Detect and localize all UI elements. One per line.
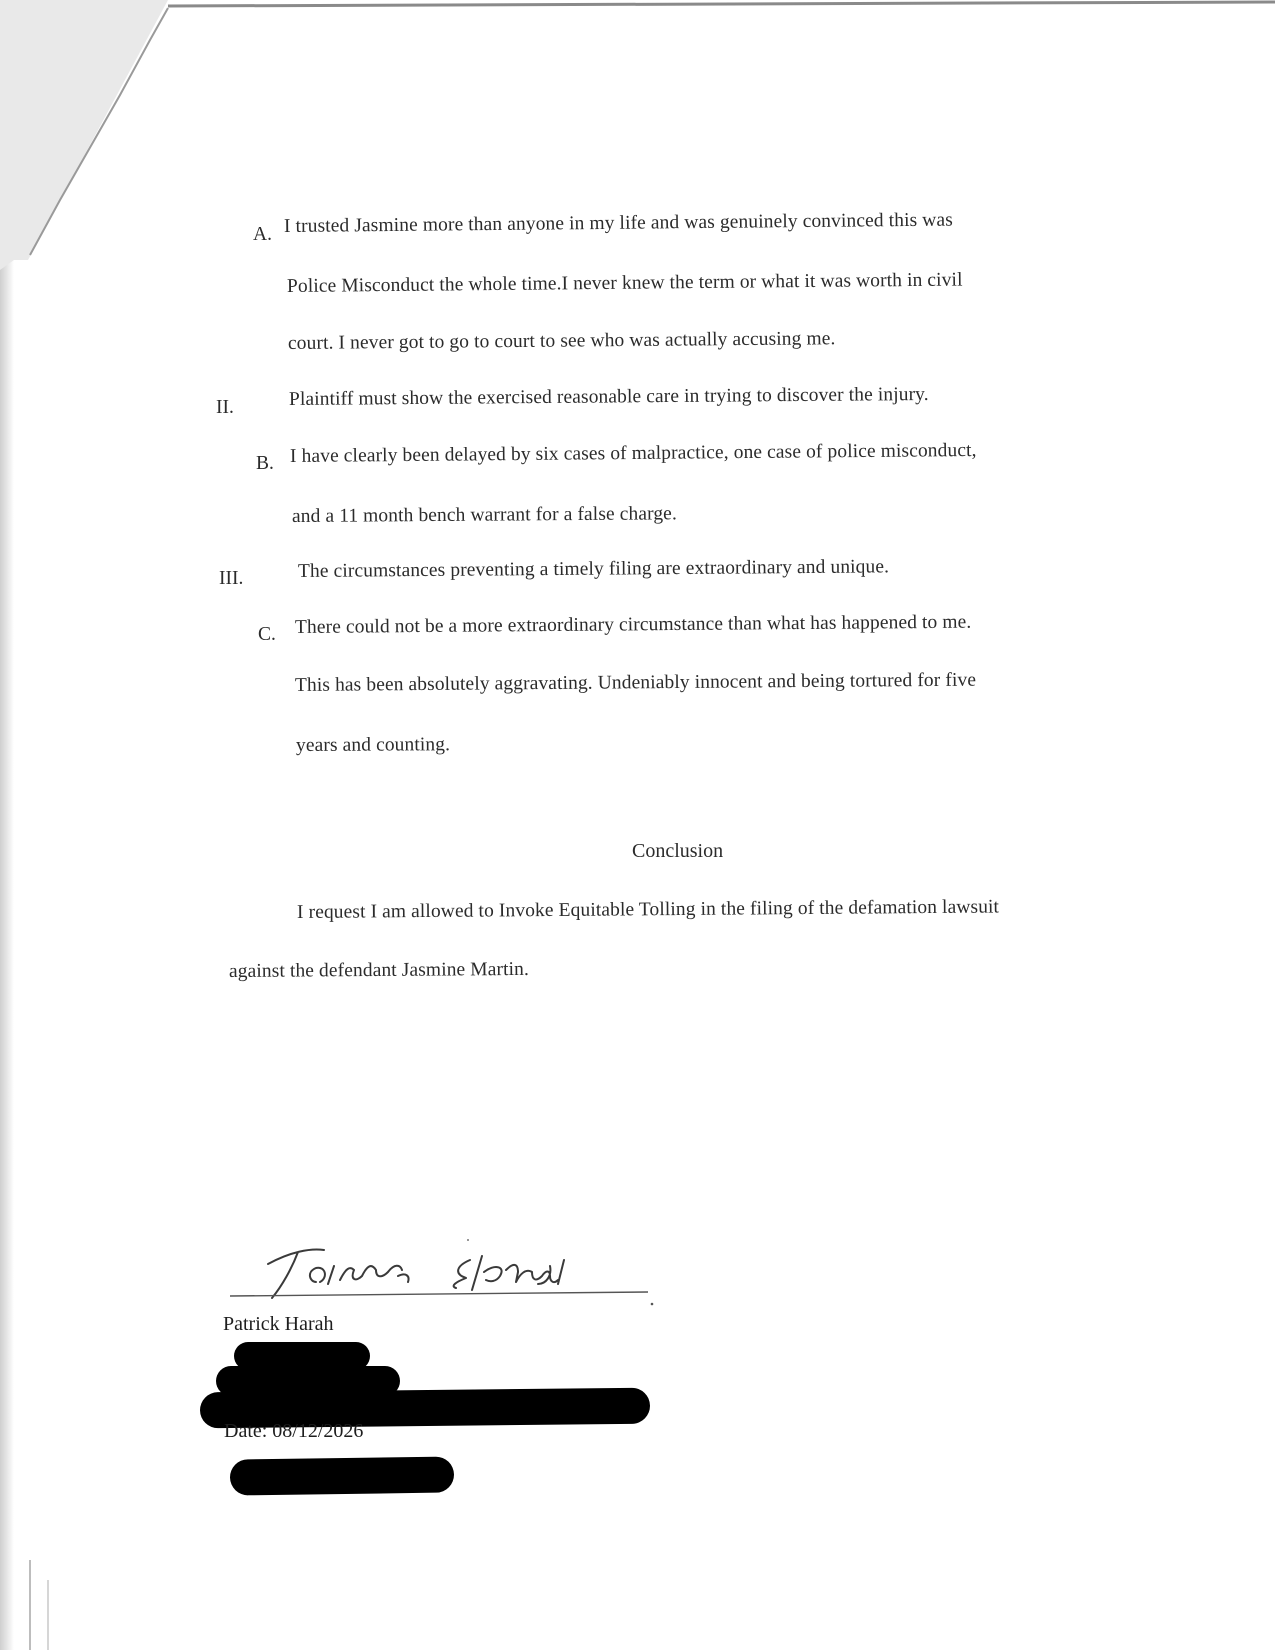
item-marker-b: B.: [256, 453, 274, 474]
item-c-line-3: years and counting.: [295, 734, 451, 756]
item-ii-line-1: Plaintiff must show the exercised reasonable care in trying to discover the injury.: [288, 383, 929, 410]
conclusion-line-2: against the defendant Jasmine Martin.: [228, 958, 529, 982]
item-a-line-3: court. I never got to go to court to see who was actually accusing me.: [287, 328, 836, 354]
item-b-line-1: I have clearly been delayed by six cases of malpractice, one case of police misconduct,: [289, 440, 977, 467]
item-a-line-1: I trusted Jasmine more than anyone in my life and was genuinely convinced this was: [283, 209, 953, 237]
item-marker-iii: III.: [219, 568, 244, 589]
handwritten-signature: [220, 1230, 680, 1310]
item-c-line-2: This has been absolutely aggravating. Undeniably innocent and being tortured for five: [294, 669, 977, 696]
item-c-line-1: There could not be a more extraordinary circumstance than what has happened to me.: [294, 611, 972, 638]
item-marker-c: C.: [258, 624, 276, 645]
signer-name: Patrick Harah: [223, 1313, 334, 1335]
conclusion-line-1: I request I am allowed to Invoke Equitable Tolling in the filing of the defamation lawsuit: [296, 896, 1000, 923]
signature-block: [220, 1230, 680, 1570]
signature-date: Date: 08/12/2026: [224, 1420, 364, 1442]
item-marker-ii: II.: [216, 397, 234, 418]
redaction-bar: [230, 1456, 454, 1495]
item-b-line-2: and a 11 month bench warrant for a false charge.: [291, 503, 677, 527]
item-marker-a: A.: [253, 224, 272, 245]
item-iii-line-1: The circumstances preventing a timely filing are extraordinary and unique.: [297, 556, 890, 582]
item-a-line-2: Police Misconduct the whole time.I never knew the term or what it was worth in civil: [286, 269, 963, 297]
conclusion-heading: Conclusion: [632, 840, 724, 862]
